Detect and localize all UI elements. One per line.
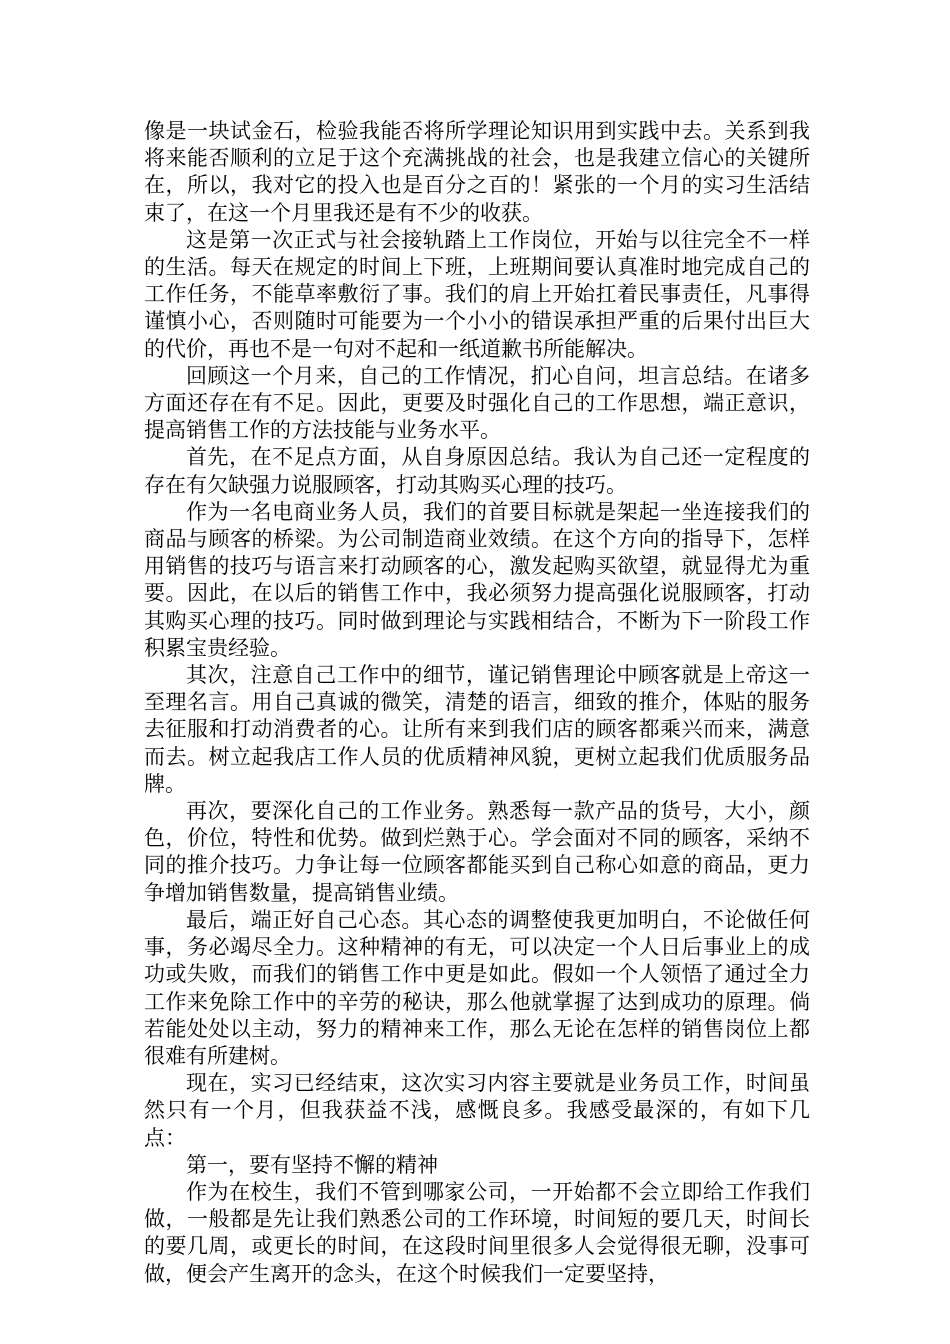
paragraph: 现在，实习已经结束，这次实习内容主要就是业务员工作，时间虽然只有一个月，但我获益不浅，感慨良多。我感受最深的，有如下几点： [144,1071,810,1150]
document-page [144,118,810,1288]
paragraph: 像是一块试金石，检验我能否将所学理论知识用到实践中去。关系到我将来能否顺利的立足于这个充满挑战的社会，也是我建立信心的关键所在，所以，我对它的投入也是百分之百的！紧张的一个月的实习生活结束了，在这一个月里我还是有不少的收获。 [144,119,810,225]
paragraph: 作为在校生，我们不管到哪家公司，一开始都不会立即给工作我们做，一般都是先让我们熟悉公司的工作环境，时间短的要几天，时间长的要几周，或更长的时间，在这段时间里很多人会觉得很无聊，没事可做，便会产生离开的念头，在这个时候我们一定要坚持， [144,1179,810,1286]
paragraph: 再次，要深化自己的工作业务。熟悉每一款产品的货号，大小，颜色，价位，特性和优势。做到烂熟于心。学会面对不同的顾客，采纳不同的推介技巧。力争让每一位顾客都能买到自己称心如意的商品，更力争增加销售数量，提高销售业绩。 [144,799,810,905]
section-heading: 第一，要有坚持不懈的精神 [186,1152,438,1177]
paragraph: 回顾这一个月来，自己的工作情况，扪心自问，坦言总结。在诸多方面还存在有不足。因此，更要及时强化自己的工作思想，端正意识，提高销售工作的方法技能与业务水平。 [144,363,810,443]
paragraph: 其次，注意自己工作中的细节，谨记销售理论中顾客就是上帝这一至理名言。用自己真诚的微笑，清楚的语言，细致的推介，体贴的服务去征服和打动消费者的心。让所有来到我们店的顾客都乘兴而来，满意而去。树立起我店工作人员的优质精神风貌，更树立起我们优质服务品牌。 [144,663,810,796]
paragraph: 首先，在不足点方面，从自身原因总结。我认为自己还一定程度的存在有欠缺强力说服顾客，打动其购买心理的技巧。 [144,445,810,497]
paragraph: 这是第一次正式与社会接轨踏上工作岗位，开始与以往完全不一样的生活。每天在规定的时间上下班，上班期间要认真准时地完成自己的工作任务，不能草率敷衍了事。我们的肩上开始扛着民事责任，凡事得谨慎小心，否则随时可能要为一个小小的错误承担严重的后果付出巨大的代价，再也不是一句对不起和一纸道歉书所能解决。 [144,227,810,361]
paragraph: 最后，端正好自己心态。其心态的调整使我更加明白，不论做任何事，务必竭尽全力。这种精神的有无，可以决定一个人日后事业上的成功或失败，而我们的销售工作中更是如此。假如一个人领悟了通过全力工作来免除工作中的辛劳的秘诀，那么他就掌握了达到成功的原理。倘若能处处以主动，努力的精神来工作，那么无论在怎样的销售岗位上都很难有所建树。 [144,907,810,1068]
paragraph: 作为一名电商业务人员，我们的首要目标就是架起一坐连接我们的商品与顾客的桥梁。为公司制造商业效绩。在这个方向的指导下，怎样用销售的技巧与语言来打动顾客的心，激发起购买欲望，就显得尤为重要。因此，在以后的销售工作中，我必须努力提高强化说服顾客，打动其购买心理的技巧。同时做到理论与实践相结合，不断为下一阶段工作积累宝贵经验。 [144,499,810,660]
